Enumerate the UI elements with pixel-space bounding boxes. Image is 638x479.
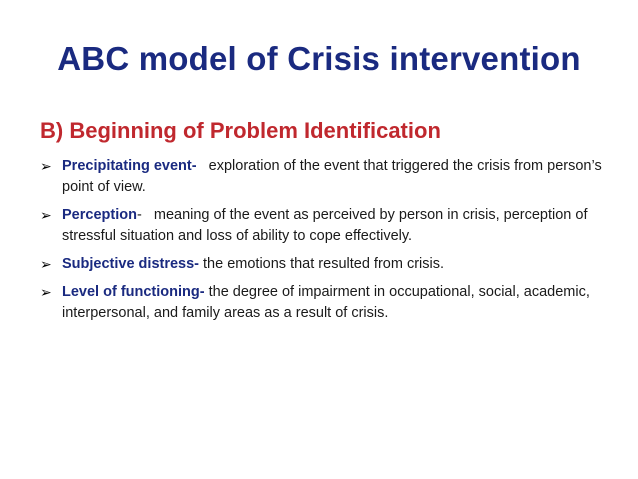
item-term: Precipitating event- — [62, 158, 197, 174]
item-text: the emotions that resulted from crisis. — [203, 256, 444, 272]
item-term: Subjective distress- — [62, 256, 199, 272]
item-text: exploration of the event that triggered the crisis from person’s point of view. — [62, 158, 602, 195]
list-item — [40, 205, 615, 247]
item-separator: - — [136, 207, 154, 223]
item-text: meaning of the event as perceived by person in crisis, perception of stressful situation and loss of ability to cope effectively. — [62, 207, 588, 244]
arrow-bullet-icon: ➢ — [40, 256, 52, 272]
arrow-bullet-icon: ➢ — [40, 207, 52, 223]
bullet-list — [40, 156, 615, 331]
list-item — [40, 254, 615, 275]
arrow-bullet-icon: ➢ — [40, 284, 52, 300]
item-separator — [197, 158, 209, 174]
arrow-bullet-icon: ➢ — [40, 158, 52, 174]
list-item — [40, 282, 615, 324]
list-item — [40, 156, 615, 198]
slide-title: ABC model of Crisis intervention — [57, 40, 581, 77]
item-term: Level of functioning- — [62, 284, 205, 300]
item-term: Perception — [62, 207, 137, 223]
item-text: the degree of impairment in occupational, social, academic, interpersonal, and family areas as a result of crisis. — [62, 284, 590, 321]
section-subtitle: B) Beginning of Problem Identification — [40, 118, 441, 143]
